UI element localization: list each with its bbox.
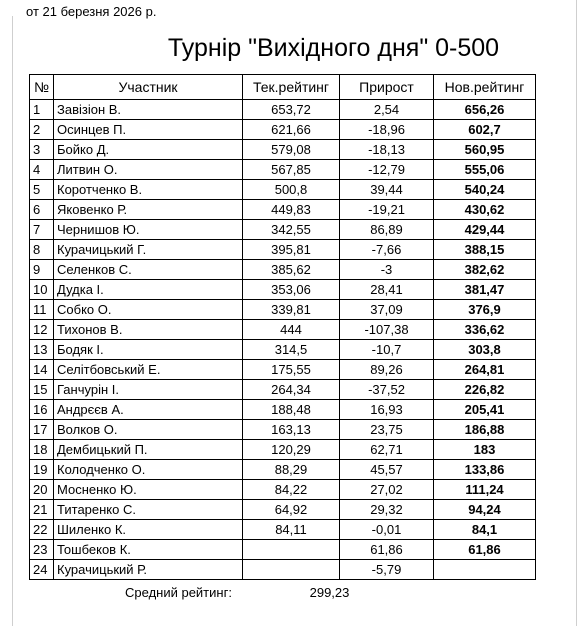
current-rating: 449,83 (243, 200, 340, 220)
table-row (30, 460, 536, 480)
participant-name: Ганчурін І. (54, 380, 243, 400)
row-number: 12 (30, 320, 54, 340)
new-rating: 226,82 (434, 380, 536, 400)
participant-name: Дембицький П. (54, 440, 243, 460)
participant-name: Колодченко О. (54, 460, 243, 480)
new-rating: 656,26 (434, 100, 536, 120)
rating-gain: 28,41 (340, 280, 434, 300)
row-number: 1 (30, 100, 54, 120)
table-row (30, 120, 536, 140)
current-rating: 314,5 (243, 340, 340, 360)
table-row (30, 500, 536, 520)
rating-gain: -19,21 (340, 200, 434, 220)
new-rating: 303,8 (434, 340, 536, 360)
rating-gain: 61,86 (340, 540, 434, 560)
column-header-participant: Участник (54, 75, 243, 100)
row-number: 9 (30, 260, 54, 280)
new-rating: 336,62 (434, 320, 536, 340)
current-rating: 385,62 (243, 260, 340, 280)
participant-name: Бодяк І. (54, 340, 243, 360)
current-rating: 567,85 (243, 160, 340, 180)
table-row (30, 180, 536, 200)
column-header-current-rating: Тек.рейтинг (243, 75, 340, 100)
rating-gain: 37,09 (340, 300, 434, 320)
table-row (30, 220, 536, 240)
participant-name: Собко О. (54, 300, 243, 320)
rating-gain: -12,79 (340, 160, 434, 180)
row-number: 4 (30, 160, 54, 180)
new-rating: 382,62 (434, 260, 536, 280)
row-number: 2 (30, 120, 54, 140)
rating-gain: -5,79 (340, 560, 434, 580)
table-row (30, 160, 536, 180)
new-rating: 376,9 (434, 300, 536, 320)
participant-name: Коротченко В. (54, 180, 243, 200)
current-rating: 444 (243, 320, 340, 340)
rating-gain: -18,96 (340, 120, 434, 140)
current-rating: 579,08 (243, 140, 340, 160)
participant-name: Дудка І. (54, 280, 243, 300)
row-number: 3 (30, 140, 54, 160)
current-rating: 342,55 (243, 220, 340, 240)
row-number: 11 (30, 300, 54, 320)
current-rating: 88,29 (243, 460, 340, 480)
table-row (30, 440, 536, 460)
row-number: 22 (30, 520, 54, 540)
current-rating: 64,92 (243, 500, 340, 520)
rating-gain: 23,75 (340, 420, 434, 440)
current-rating: 175,55 (243, 360, 340, 380)
row-number: 19 (30, 460, 54, 480)
participant-name: Волков О. (54, 420, 243, 440)
table-row (30, 360, 536, 380)
new-rating: 84,1 (434, 520, 536, 540)
table-row (30, 280, 536, 300)
new-rating: 183 (434, 440, 536, 460)
row-number: 13 (30, 340, 54, 360)
rating-gain: -107,38 (340, 320, 434, 340)
current-rating: 353,06 (243, 280, 340, 300)
rating-gain: 45,57 (340, 460, 434, 480)
current-rating: 84,22 (243, 480, 340, 500)
current-rating: 188,48 (243, 400, 340, 420)
rating-gain: 2,54 (340, 100, 434, 120)
table-row (30, 560, 536, 580)
new-rating: 186,88 (434, 420, 536, 440)
average-rating-value: 299,23 (309, 585, 350, 600)
participant-name: Андрєєв А. (54, 400, 243, 420)
new-rating: 429,44 (434, 220, 536, 240)
current-rating: 339,81 (243, 300, 340, 320)
row-number: 24 (30, 560, 54, 580)
table-row (30, 140, 536, 160)
rating-gain: -37,52 (340, 380, 434, 400)
table-row (30, 100, 536, 120)
row-number: 6 (30, 200, 54, 220)
row-number: 21 (30, 500, 54, 520)
current-rating: 84,11 (243, 520, 340, 540)
row-number: 7 (30, 220, 54, 240)
rating-gain: 89,26 (340, 360, 434, 380)
current-rating: 621,66 (243, 120, 340, 140)
rating-gain: 39,44 (340, 180, 434, 200)
row-number: 5 (30, 180, 54, 200)
column-header-gain: Прирост (340, 75, 434, 100)
table-body (30, 100, 536, 580)
row-number: 18 (30, 440, 54, 460)
row-number: 15 (30, 380, 54, 400)
new-rating: 381,47 (434, 280, 536, 300)
rating-table (29, 74, 536, 580)
participant-name: Осинцев П. (54, 120, 243, 140)
table-row (30, 480, 536, 500)
participant-name: Курачицький Г. (54, 240, 243, 260)
rating-gain: -3 (340, 260, 434, 280)
rating-gain: -18,13 (340, 140, 434, 160)
column-header-number: № (30, 75, 54, 100)
row-number: 23 (30, 540, 54, 560)
rating-gain: -7,66 (340, 240, 434, 260)
row-number: 14 (30, 360, 54, 380)
table-row (30, 340, 536, 360)
new-rating: 133,86 (434, 460, 536, 480)
new-rating: 61,86 (434, 540, 536, 560)
participant-name: Яковенко Р. (54, 200, 243, 220)
participant-name: Титаренко С. (54, 500, 243, 520)
participant-name: Завізіон В. (54, 100, 243, 120)
column-header-new-rating: Нов.рейтинг (434, 75, 536, 100)
participant-name: Селітбовський Е. (54, 360, 243, 380)
current-rating (243, 540, 340, 560)
current-rating: 500,8 (243, 180, 340, 200)
new-rating: 540,24 (434, 180, 536, 200)
new-rating: 560,95 (434, 140, 536, 160)
participant-name: Селенков С. (54, 260, 243, 280)
table-row (30, 420, 536, 440)
rating-gain: 62,71 (340, 440, 434, 460)
participant-name: Шиленко К. (54, 520, 243, 540)
rating-gain: 29,32 (340, 500, 434, 520)
new-rating: 430,62 (434, 200, 536, 220)
current-rating: 120,29 (243, 440, 340, 460)
row-number: 16 (30, 400, 54, 420)
new-rating: 111,24 (434, 480, 536, 500)
participant-name: Литвин О. (54, 160, 243, 180)
current-rating: 163,13 (243, 420, 340, 440)
row-number: 20 (30, 480, 54, 500)
participant-name: Бойко Д. (54, 140, 243, 160)
left-frame-line (12, 16, 13, 626)
new-rating: 555,06 (434, 160, 536, 180)
participant-name: Тошбеков К. (54, 540, 243, 560)
new-rating: 94,24 (434, 500, 536, 520)
average-rating-label: Средний рейтинг: (125, 585, 232, 600)
new-rating: 602,7 (434, 120, 536, 140)
new-rating: 264,81 (434, 360, 536, 380)
rating-gain: 27,02 (340, 480, 434, 500)
new-rating: 388,15 (434, 240, 536, 260)
table-row (30, 540, 536, 560)
new-rating (434, 560, 536, 580)
rating-gain: -0,01 (340, 520, 434, 540)
page-title: Турнір "Вихідного дня" 0-500 (167, 34, 500, 62)
new-rating: 205,41 (434, 400, 536, 420)
table-row (30, 300, 536, 320)
table-row (30, 380, 536, 400)
current-rating: 653,72 (243, 100, 340, 120)
report-date: от 21 березня 2026 р. (26, 4, 157, 19)
table-header-row (30, 75, 536, 100)
rating-gain: 16,93 (340, 400, 434, 420)
table-row (30, 400, 536, 420)
table-row (30, 520, 536, 540)
rating-gain: 86,89 (340, 220, 434, 240)
participant-name: Мосненко Ю. (54, 480, 243, 500)
table-row (30, 260, 536, 280)
row-number: 10 (30, 280, 54, 300)
table-row (30, 240, 536, 260)
participant-name: Чернишов Ю. (54, 220, 243, 240)
current-rating (243, 560, 340, 580)
row-number: 8 (30, 240, 54, 260)
rating-gain: -10,7 (340, 340, 434, 360)
current-rating: 395,81 (243, 240, 340, 260)
current-rating: 264,34 (243, 380, 340, 400)
table-row (30, 320, 536, 340)
table-row (30, 200, 536, 220)
participant-name: Тихонов В. (54, 320, 243, 340)
participant-name: Курачицький Р. (54, 560, 243, 580)
row-number: 17 (30, 420, 54, 440)
